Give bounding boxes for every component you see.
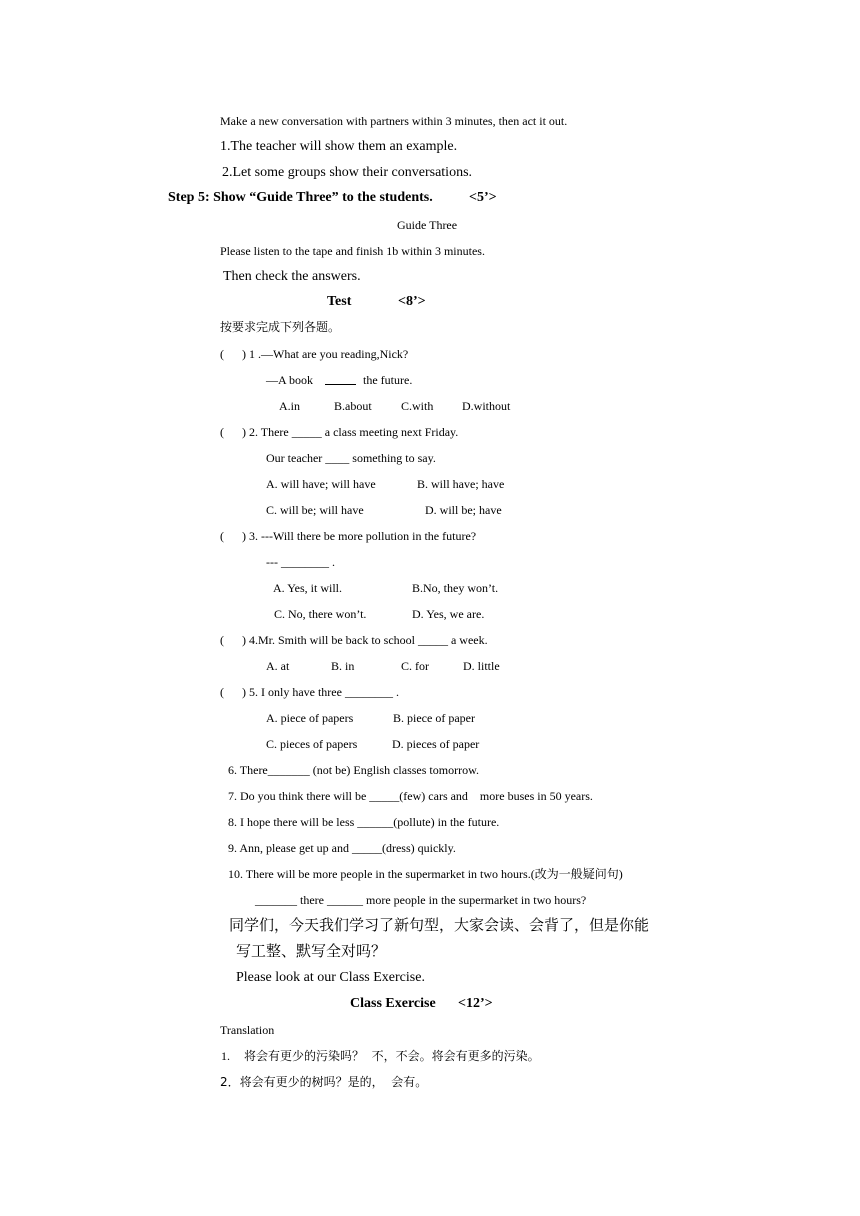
q2-option-b: B. will have; have <box>417 477 505 491</box>
q5-option-d: D. pieces of paper <box>392 737 480 751</box>
class-exercise-title: Class Exercise <box>350 996 436 1011</box>
q5-option-a: A. piece of papers <box>266 711 354 725</box>
q5-stem: ( ) 5. I only have three ________ . <box>220 685 399 699</box>
q4-option-c: C. for <box>401 659 429 673</box>
test-title: Test <box>327 294 352 309</box>
q3-option-a: A. Yes, it will. <box>273 581 343 595</box>
q1-line2b: the future. <box>363 373 413 387</box>
q5-option-c: C. pieces of papers <box>266 737 358 751</box>
guide-three-title: Guide Three <box>397 218 458 232</box>
step5-heading: Step 5: Show “Guide Three” to the students. <box>168 190 433 205</box>
q4-option-b: B. in <box>331 659 355 673</box>
q10-stem: 10. There will be more people in the supermarket in two hours.(改为一般疑问句) <box>228 867 623 881</box>
q2-option-a: A. will have; will have <box>266 477 376 491</box>
transition-cn-line-1: 同学们，今天我们学习了新句型，大家会读、会背了，但是你能 <box>229 916 650 934</box>
class-exercise-subtitle: Translation <box>220 1023 275 1037</box>
q4-option-d: D. little <box>463 659 500 673</box>
q4-option-a: A. at <box>266 659 290 673</box>
class-exercise-item-2: 2．将会有更少的树吗？是的， 会有。 <box>220 1075 428 1089</box>
q1-option-d: D.without <box>462 399 511 413</box>
q3-stem: ( ) 3. ---Will there be more pollution in the future? <box>220 529 477 543</box>
q1-blank <box>325 384 356 385</box>
q1-option-c: C.with <box>401 399 434 413</box>
guide-three-line-2: Then check the answers. <box>223 269 361 284</box>
q3-option-c: C. No, there won’t. <box>274 607 367 621</box>
intro-line-2: 1.The teacher will show them an example. <box>220 139 458 154</box>
intro-line-3: 2.Let some groups show their conversations. <box>222 165 473 180</box>
class-exercise-item-1-number: 1. <box>221 1049 230 1063</box>
q5-option-b: B. piece of paper <box>393 711 475 725</box>
q1-option-a: A.in <box>279 399 300 413</box>
test-time: <8’> <box>398 294 426 309</box>
q1-option-b: B.about <box>334 399 372 413</box>
q2-stem: ( ) 2. There _____ a class meeting next Friday. <box>220 425 459 439</box>
intro-line-1: Make a new conversation with partners within 3 minutes, then act it out. <box>220 114 568 128</box>
q2-line2: Our teacher ____ something to say. <box>266 451 436 465</box>
step5-time: <5’> <box>469 190 497 205</box>
q4-stem: ( ) 4.Mr. Smith will be back to school _____ a week. <box>220 633 488 647</box>
q2-option-c: C. will be; will have <box>266 503 364 517</box>
q3-option-d: D. Yes, we are. <box>412 607 485 621</box>
test-instruction: 按要求完成下列各题。 <box>220 320 341 334</box>
q3-option-b: B.No, they won’t. <box>412 581 499 595</box>
q1-stem: ( ) 1 .—What are you reading,Nick? <box>220 347 409 361</box>
q7: 7. Do you think there will be _____(few) cars and more buses in 50 years. <box>228 789 593 803</box>
class-exercise-item-1: 将会有更少的污染吗？ 不，不会。将会有更多的污染。 <box>244 1049 540 1063</box>
q6: 6. There_______ (not be) English classes tomorrow. <box>228 763 479 777</box>
q9: 9. Ann, please get up and _____(dress) quickly. <box>228 841 456 855</box>
transition-en-line: Please look at our Class Exercise. <box>236 970 425 985</box>
q3-line2: --- ________ . <box>266 555 335 569</box>
q2-option-d: D. will be; have <box>425 503 502 517</box>
class-exercise-time: <12’> <box>458 996 493 1011</box>
transition-cn-line-2: 写工整、默写全对吗？ <box>236 942 387 960</box>
guide-three-line-1: Please listen to the tape and finish 1b within 3 minutes. <box>220 244 485 258</box>
q10-answer-line: _______ there ______ more people in the supermarket in two hours? <box>255 893 587 907</box>
q1-line2: —A book <box>266 373 314 387</box>
q8: 8. I hope there will be less ______(pollute) in the future. <box>228 815 500 829</box>
